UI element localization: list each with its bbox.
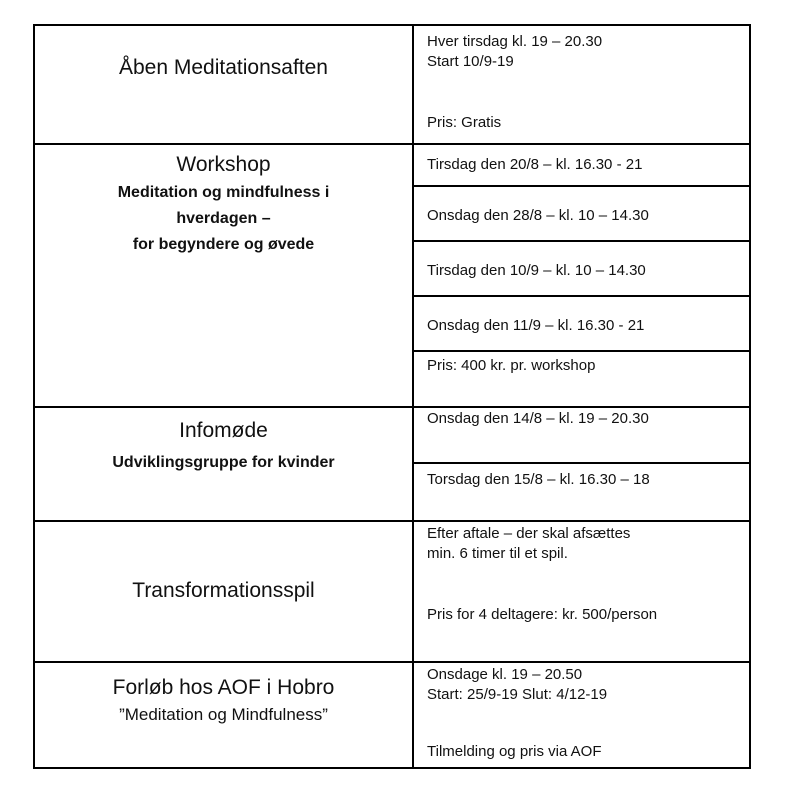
cell-separator — [412, 350, 749, 352]
subtitle-line: Meditation og mindfulness i — [117, 184, 330, 201]
event-subtitle: ”Meditation og Mindfulness” — [119, 705, 328, 724]
row-separator — [35, 661, 749, 663]
cell-separator — [412, 295, 749, 297]
event-title: Infomøde — [179, 419, 268, 442]
date-line: Tirsdag den 20/8 – kl. 16.30 - 21 — [427, 156, 643, 173]
event-title: Åben Meditationsaften — [119, 56, 328, 79]
event-details — [414, 32, 749, 72]
cell-separator — [412, 240, 749, 242]
date-line: Onsdag den 14/8 – kl. 19 – 20.30 — [427, 410, 649, 427]
cell-separator — [412, 185, 749, 187]
event-title: Forløb hos AOF i Hobro — [112, 676, 335, 699]
price-line: Pris for 4 deltagere: kr. 500/person — [427, 606, 658, 623]
event-title: Workshop — [176, 153, 271, 176]
detail-line: min. 6 timer til et spil. — [427, 545, 568, 562]
detail-line: Hver tirsdag kl. 19 – 20.30 — [427, 33, 603, 50]
detail-line: Efter aftale – der skal afsættes — [427, 525, 631, 542]
row-separator — [35, 143, 749, 145]
event-title: Transformationsspil — [132, 579, 315, 602]
detail-line: Onsdage kl. 19 – 20.50 — [427, 666, 583, 683]
date-line: Onsdag den 28/8 – kl. 10 – 14.30 — [427, 207, 649, 224]
subtitle-line: for begyndere og øvede — [132, 236, 315, 253]
cell-separator — [412, 462, 749, 464]
event-subtitle — [35, 180, 412, 258]
event-subtitle: Udviklingsgruppe for kvinder — [112, 454, 335, 471]
date-line: Onsdag den 11/9 – kl. 16.30 - 21 — [427, 317, 645, 334]
event-details — [414, 524, 749, 564]
price-line: Pris: Gratis — [427, 114, 502, 131]
event-details — [414, 665, 749, 705]
price-line: Tilmelding og pris via AOF — [427, 743, 602, 760]
date-line: Torsdag den 15/8 – kl. 16.30 – 18 — [427, 471, 650, 488]
detail-line: Start 10/9-19 — [427, 53, 514, 70]
date-line: Tirsdag den 10/9 – kl. 10 – 14.30 — [427, 262, 646, 279]
schedule-table — [33, 24, 751, 769]
row-separator — [35, 520, 749, 522]
row-separator — [35, 406, 749, 408]
price-line: Pris: 400 kr. pr. workshop — [427, 357, 596, 374]
detail-line: Start: 25/9-19 Slut: 4/12-19 — [427, 686, 608, 703]
subtitle-line: hverdagen – — [176, 210, 271, 227]
column-divider — [412, 26, 414, 767]
